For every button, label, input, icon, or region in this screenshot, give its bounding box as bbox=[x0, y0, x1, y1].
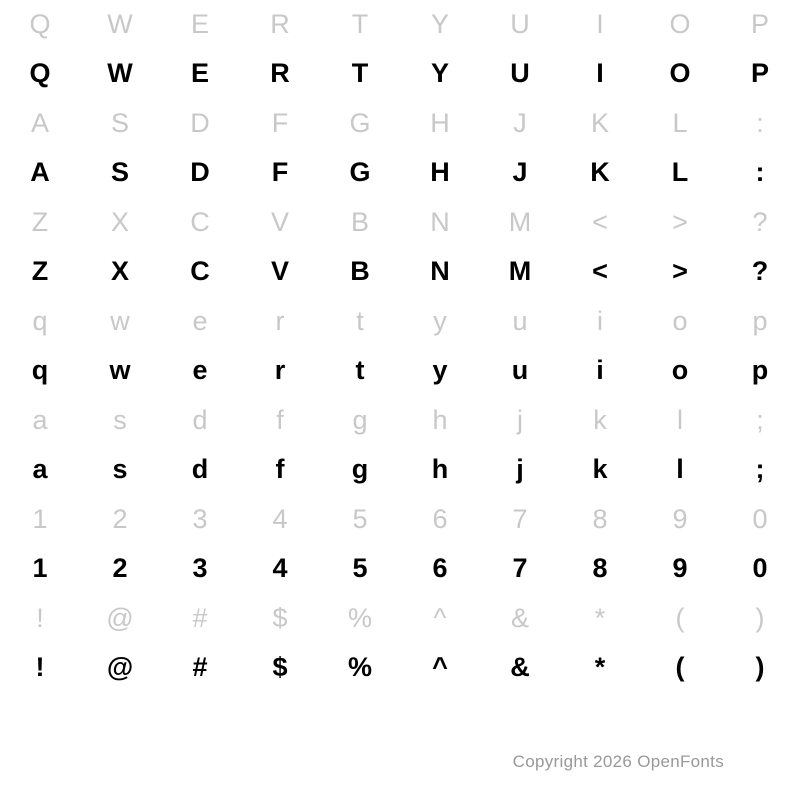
glyph-row-pair bbox=[0, 0, 800, 99]
glyph-cell: q bbox=[31, 355, 49, 385]
glyph-cell: d bbox=[191, 454, 209, 484]
glyph-cell: ? bbox=[751, 256, 769, 286]
glyph-cell: ^ bbox=[433, 603, 447, 633]
glyph-cell: 0 bbox=[752, 553, 768, 583]
glyph-row-pair bbox=[0, 198, 800, 297]
glyph-cell: * bbox=[594, 652, 606, 682]
glyph-cell: H bbox=[430, 108, 450, 138]
glyph-cell: w bbox=[109, 355, 131, 385]
glyph-cell: H bbox=[430, 157, 450, 187]
glyph-cell: h bbox=[431, 454, 449, 484]
glyph-cell: i bbox=[597, 306, 603, 336]
glyph-cell: 1 bbox=[32, 553, 48, 583]
glyph-cell: U bbox=[510, 58, 530, 88]
glyph-cell: 0 bbox=[752, 504, 768, 534]
glyph-cell: j bbox=[516, 454, 524, 484]
glyph-cell: J bbox=[512, 157, 528, 187]
glyph-cell: k bbox=[592, 454, 608, 484]
glyph-cell: @ bbox=[106, 652, 134, 682]
glyph-cell: I bbox=[596, 9, 604, 39]
glyph-cell: 6 bbox=[432, 504, 448, 534]
glyph-cell: : bbox=[756, 108, 764, 138]
glyph-cell: L bbox=[672, 108, 688, 138]
glyph-cell: e bbox=[192, 306, 208, 336]
glyph-cell: $ bbox=[272, 652, 288, 682]
glyph-cell: % bbox=[347, 603, 372, 633]
glyph-cell: S bbox=[110, 108, 129, 138]
glyph-cell: 6 bbox=[432, 553, 448, 583]
glyph-cell: 1 bbox=[32, 504, 48, 534]
glyph-cell: ( bbox=[675, 652, 685, 682]
glyph-cell: 2 bbox=[112, 504, 128, 534]
glyph-cell: o bbox=[671, 355, 689, 385]
glyph-cell: & bbox=[510, 603, 529, 633]
glyph-cell: 9 bbox=[672, 553, 688, 583]
glyph-cell: D bbox=[190, 157, 210, 187]
glyph-cell: C bbox=[190, 207, 210, 237]
copyright-notice: Copyright 2026 OpenFonts bbox=[512, 752, 724, 771]
glyph-cell: B bbox=[350, 256, 370, 286]
glyph-row-light bbox=[0, 297, 800, 345]
glyph-cell: d bbox=[192, 405, 208, 435]
glyph-row-bold bbox=[0, 642, 800, 693]
glyph-cell: s bbox=[112, 454, 128, 484]
glyph-cell: K bbox=[590, 157, 610, 187]
glyph-cell: V bbox=[270, 256, 289, 286]
glyph-cell: < bbox=[592, 256, 608, 286]
glyph-cell: ; bbox=[756, 405, 764, 435]
glyph-row-pair bbox=[0, 495, 800, 594]
glyph-cell: M bbox=[508, 256, 532, 286]
glyph-cell: k bbox=[593, 405, 607, 435]
glyph-cell: j bbox=[517, 405, 523, 435]
glyph-row-bold bbox=[0, 48, 800, 99]
glyph-cell: ) bbox=[755, 652, 765, 682]
glyph-row-light bbox=[0, 0, 800, 48]
glyph-cell: > bbox=[672, 256, 688, 286]
glyph-cell: O bbox=[669, 9, 691, 39]
glyph-cell: u bbox=[511, 355, 529, 385]
glyph-cell: o bbox=[672, 306, 688, 336]
glyph-row-bold bbox=[0, 444, 800, 495]
glyph-cell: R bbox=[270, 58, 290, 88]
glyph-cell: t bbox=[356, 306, 364, 336]
glyph-row-light bbox=[0, 495, 800, 543]
glyph-cell: 9 bbox=[672, 504, 688, 534]
glyph-cell: % bbox=[347, 652, 372, 682]
glyph-cell: Y bbox=[430, 58, 449, 88]
glyph-cell: K bbox=[590, 108, 609, 138]
glyph-cell: N bbox=[430, 256, 450, 286]
glyph-cell: w bbox=[110, 306, 130, 336]
glyph-cell: u bbox=[512, 306, 528, 336]
glyph-cell: r bbox=[274, 355, 286, 385]
glyph-cell: F bbox=[271, 108, 289, 138]
glyph-cell: p bbox=[751, 355, 769, 385]
glyph-cell: 7 bbox=[512, 504, 528, 534]
glyph-row-light bbox=[0, 594, 800, 642]
glyph-cell: W bbox=[107, 9, 133, 39]
glyph-cell: B bbox=[350, 207, 369, 237]
glyph-cell: W bbox=[107, 58, 133, 88]
glyph-cell: g bbox=[351, 454, 369, 484]
glyph-cell: ^ bbox=[432, 652, 448, 682]
glyph-cell: E bbox=[190, 9, 209, 39]
glyph-cell: r bbox=[275, 306, 285, 336]
glyph-cell: Y bbox=[430, 9, 449, 39]
glyph-cell: 7 bbox=[512, 553, 528, 583]
glyph-cell: U bbox=[510, 9, 530, 39]
glyph-cell: s bbox=[113, 405, 127, 435]
glyph-cell: ? bbox=[752, 207, 768, 237]
glyph-cell: * bbox=[594, 603, 606, 633]
glyph-cell: g bbox=[352, 405, 368, 435]
glyph-cell: T bbox=[351, 58, 369, 88]
glyph-cell: 8 bbox=[592, 504, 608, 534]
glyph-cell: P bbox=[750, 9, 769, 39]
glyph-cell: Q bbox=[29, 58, 51, 88]
glyph-cell: f bbox=[275, 454, 285, 484]
glyph-cell: # bbox=[192, 652, 208, 682]
glyph-cell: l bbox=[677, 405, 683, 435]
glyph-cell: 8 bbox=[592, 553, 608, 583]
glyph-cell: X bbox=[110, 256, 129, 286]
glyph-cell: 3 bbox=[192, 504, 208, 534]
glyph-cell: 3 bbox=[192, 553, 208, 583]
glyph-cell: S bbox=[110, 157, 129, 187]
glyph-cell: t bbox=[355, 355, 365, 385]
glyph-cell: i bbox=[596, 355, 604, 385]
glyph-row-light bbox=[0, 198, 800, 246]
glyph-row-bold bbox=[0, 345, 800, 396]
glyph-cell: I bbox=[596, 58, 604, 88]
glyph-cell: D bbox=[190, 108, 210, 138]
glyph-cell: y bbox=[432, 355, 448, 385]
glyph-cell: A bbox=[30, 157, 50, 187]
glyph-cell: J bbox=[513, 108, 527, 138]
glyph-cell: y bbox=[433, 306, 447, 336]
glyph-row-pair bbox=[0, 297, 800, 396]
glyph-cell: ! bbox=[36, 603, 44, 633]
glyph-cell: R bbox=[270, 9, 290, 39]
glyph-cell: : bbox=[755, 157, 765, 187]
glyph-cell: Z bbox=[31, 256, 49, 286]
glyph-row-light bbox=[0, 99, 800, 147]
glyph-cell: A bbox=[30, 108, 49, 138]
glyph-row-pair bbox=[0, 99, 800, 198]
glyph-cell: X bbox=[110, 207, 129, 237]
glyph-cell: N bbox=[430, 207, 450, 237]
glyph-cell: < bbox=[592, 207, 608, 237]
glyph-cell: @ bbox=[106, 603, 134, 633]
glyph-cell: V bbox=[270, 207, 289, 237]
glyph-cell: # bbox=[192, 603, 208, 633]
glyph-cell: G bbox=[349, 157, 371, 187]
glyph-cell: q bbox=[32, 306, 48, 336]
glyph-row-light bbox=[0, 396, 800, 444]
glyph-cell: a bbox=[32, 405, 48, 435]
glyph-row-pair bbox=[0, 396, 800, 495]
glyph-cell: e bbox=[192, 355, 208, 385]
glyph-cell: a bbox=[32, 454, 48, 484]
glyph-cell: C bbox=[190, 256, 210, 286]
glyph-cell: L bbox=[671, 157, 689, 187]
glyph-row-bold bbox=[0, 147, 800, 198]
glyph-cell: 4 bbox=[272, 504, 288, 534]
glyph-cell: M bbox=[508, 207, 532, 237]
glyph-cell: > bbox=[672, 207, 688, 237]
glyph-cell: l bbox=[676, 454, 684, 484]
glyph-cell: 5 bbox=[352, 504, 368, 534]
glyph-cell: P bbox=[750, 58, 769, 88]
glyph-cell: Z bbox=[31, 207, 49, 237]
glyph-cell: f bbox=[276, 405, 284, 435]
glyph-cell: h bbox=[432, 405, 448, 435]
glyph-cell: ; bbox=[755, 454, 765, 484]
glyph-cell: Q bbox=[29, 9, 51, 39]
glyph-cell: $ bbox=[272, 603, 288, 633]
glyph-cell: 4 bbox=[272, 553, 288, 583]
glyph-row-bold bbox=[0, 543, 800, 594]
glyph-cell: ( bbox=[675, 603, 685, 633]
glyph-cell: p bbox=[752, 306, 768, 336]
glyph-row-pair bbox=[0, 594, 800, 693]
glyph-cell: G bbox=[349, 108, 371, 138]
glyph-cell: E bbox=[190, 58, 209, 88]
glyph-cell: T bbox=[351, 9, 369, 39]
glyph-cell: F bbox=[271, 157, 289, 187]
glyph-cell: ) bbox=[755, 603, 765, 633]
glyph-cell: ! bbox=[35, 652, 45, 682]
glyph-row-bold bbox=[0, 246, 800, 297]
glyph-cell: 5 bbox=[352, 553, 368, 583]
glyph-cell: & bbox=[510, 652, 530, 682]
glyph-cell: O bbox=[669, 58, 691, 88]
glyph-cell: 2 bbox=[112, 553, 128, 583]
